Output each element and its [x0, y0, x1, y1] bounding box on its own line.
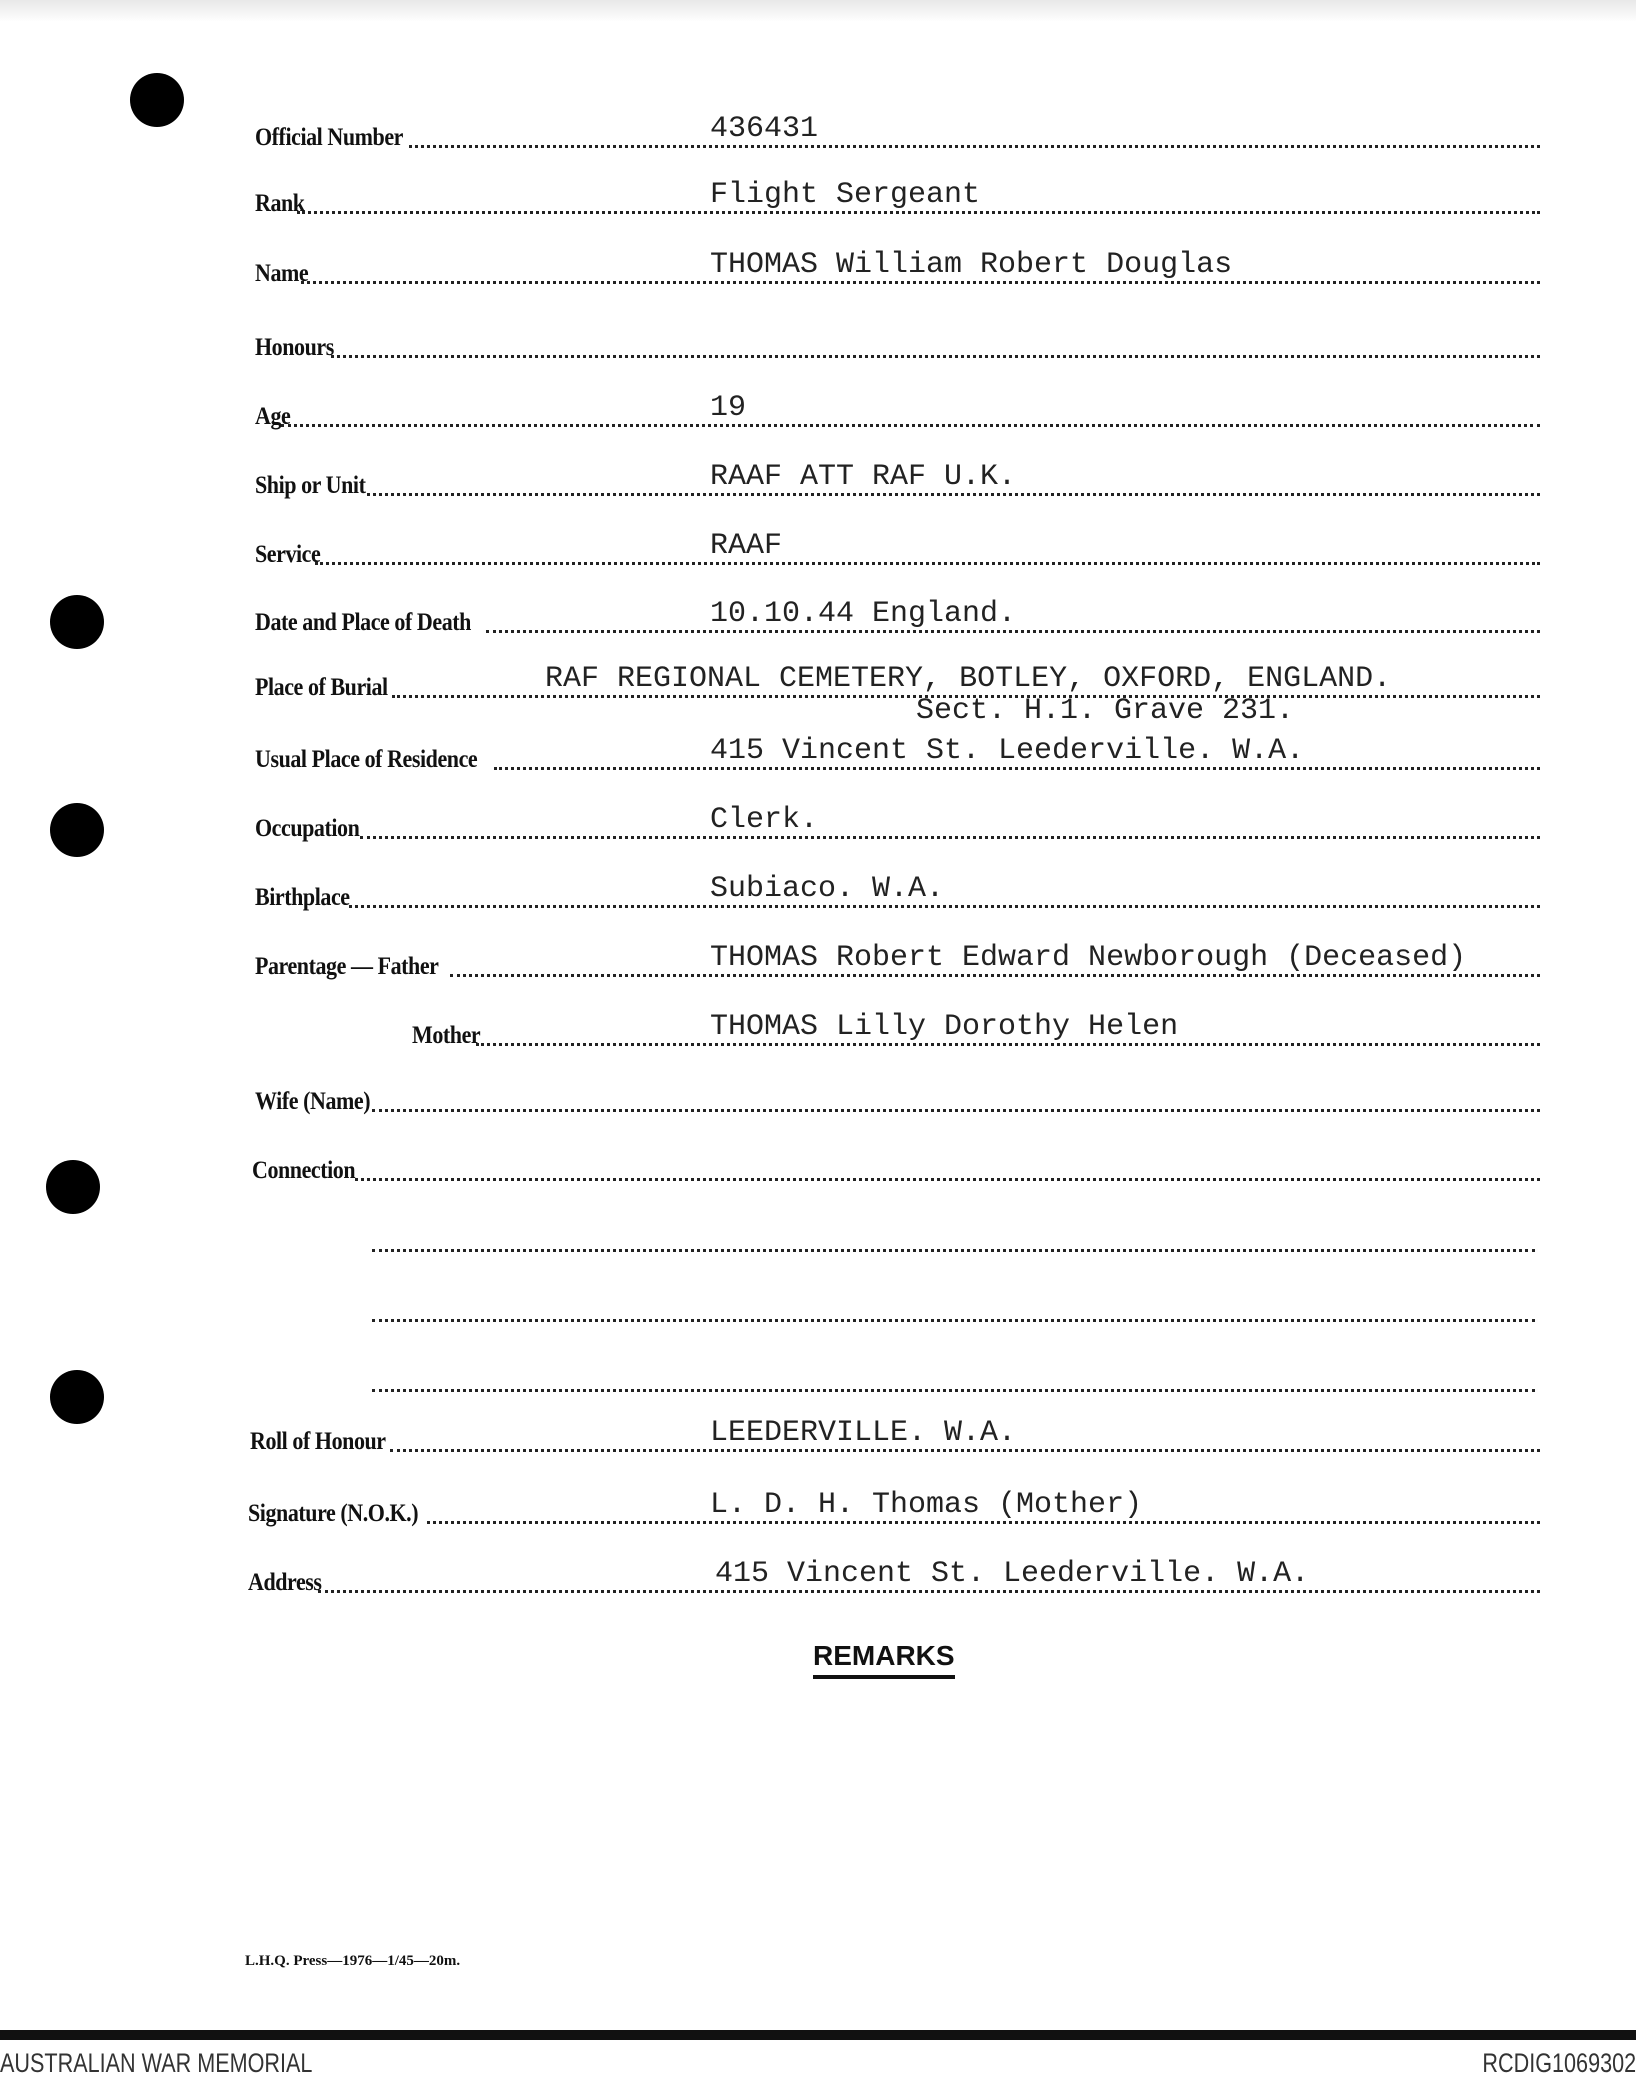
field-label: Service — [255, 541, 321, 568]
field-label: Honours — [255, 334, 334, 361]
remarks-heading: REMARKS — [813, 1640, 955, 1679]
punch-hole — [130, 73, 184, 127]
dotted-line — [349, 905, 1541, 908]
connection-blank-line — [372, 1224, 1535, 1254]
footer-institution: AUSTRALIAN WAR MEMORIAL — [0, 2048, 313, 2078]
field-label: Ship or Unit — [255, 472, 366, 499]
dotted-line — [331, 355, 1540, 358]
punch-hole — [50, 803, 104, 857]
form-row — [252, 1153, 1540, 1183]
field-value: Subiaco. W.A. — [710, 872, 945, 906]
field-value: Clerk. — [710, 803, 819, 837]
form-row — [255, 330, 1540, 360]
field-label: Connection — [252, 1157, 356, 1184]
dotted-line — [315, 562, 1540, 565]
field-label: Roll of Honour — [250, 1428, 386, 1455]
connection-blank-line — [372, 1364, 1535, 1394]
field-label: Age — [255, 403, 291, 430]
form-row — [255, 399, 1540, 429]
field-label: Usual Place of Residence — [255, 746, 478, 773]
field-value: RAF REGIONAL CEMETERY, BOTLEY, OXFORD, ENGLAND. — [545, 662, 1392, 696]
field-value: THOMAS Robert Edward Newborough (Deceased) — [710, 941, 1467, 975]
field-label: Mother — [412, 1022, 481, 1049]
field-value: RAAF ATT RAF U.K. — [710, 460, 1017, 494]
footer-image-id: RCDIG1069302 — [1482, 2048, 1636, 2078]
dotted-line — [372, 1109, 1540, 1112]
field-value: THOMAS William Robert Douglas — [710, 248, 1233, 282]
field-value: 415 Vincent St. Leederville. W.A. — [715, 1557, 1310, 1591]
scan-bottom-edge — [0, 2030, 1636, 2040]
field-label: Rank — [255, 190, 305, 217]
punch-hole — [50, 1370, 104, 1424]
field-value: 10.10.44 England. — [710, 597, 1017, 631]
form-row — [255, 537, 1540, 567]
field-label: Wife (Name) — [255, 1088, 371, 1115]
punch-hole — [46, 1160, 100, 1214]
field-value: 436431 — [710, 112, 819, 146]
scan-top-edge — [0, 0, 1636, 22]
printer-mark: L.H.Q. Press—1976—1/45—20m. — [245, 1953, 461, 1969]
field-value: Flight Sergeant — [710, 178, 981, 212]
field-label: Occupation — [255, 815, 360, 842]
field-value: THOMAS Lilly Dorothy Helen — [710, 1010, 1179, 1044]
field-label: Name — [255, 260, 309, 287]
field-value: RAAF — [710, 529, 783, 563]
field-label: Date and Place of Death — [255, 609, 471, 636]
dotted-line — [355, 1178, 1540, 1181]
form-row — [255, 811, 1540, 841]
field-value-line2: Sect. H.1. Grave 231. — [916, 694, 1295, 728]
dotted-line — [281, 424, 1540, 427]
field-value: L. D. H. Thomas (Mother) — [710, 1488, 1143, 1522]
form-row — [255, 120, 1540, 150]
dotted-line — [360, 836, 1540, 839]
punch-hole — [50, 595, 104, 649]
field-label: Parentage — Father — [255, 953, 439, 980]
field-label: Signature (N.O.K.) — [248, 1500, 419, 1527]
field-label: Official Number — [255, 124, 403, 151]
field-label: Address — [248, 1569, 322, 1596]
field-value: 415 Vincent St. Leederville. W.A. — [710, 734, 1305, 768]
connection-blank-line — [372, 1294, 1535, 1324]
field-value: 19 — [710, 391, 747, 425]
dotted-line — [409, 145, 1540, 148]
form-row — [255, 1084, 1540, 1114]
field-value: LEEDERVILLE. W.A. — [710, 1416, 1017, 1450]
field-label: Place of Burial — [255, 674, 388, 701]
field-label: Birthplace — [255, 884, 350, 911]
